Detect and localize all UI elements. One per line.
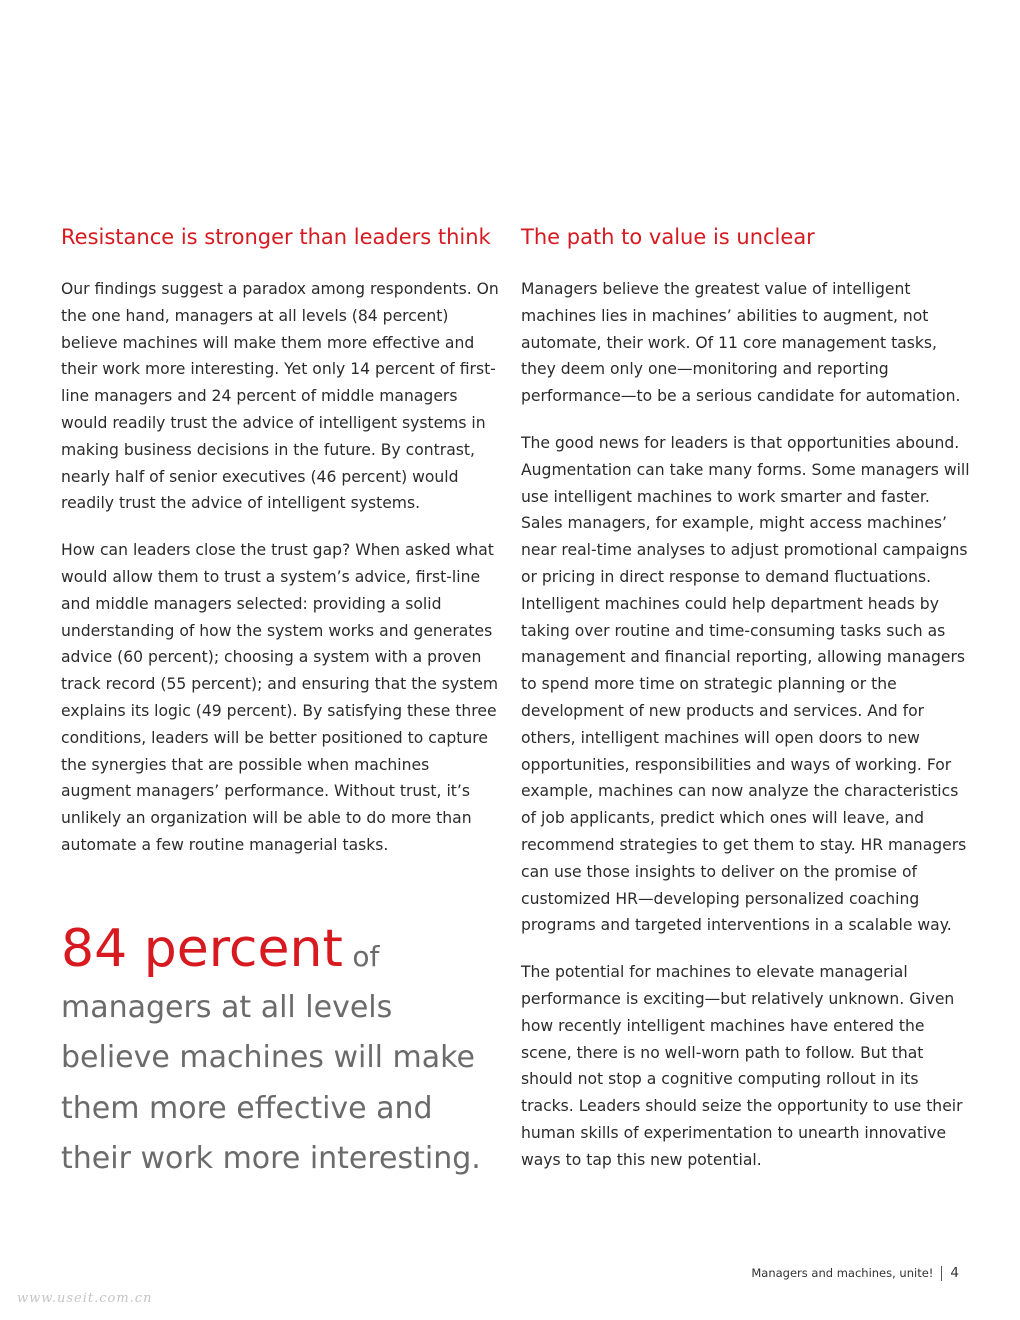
- page-footer: [751, 1265, 959, 1281]
- left-column: [61, 222, 501, 879]
- footer-title: Managers and machines, unite!: [751, 1266, 934, 1280]
- page-number: 4: [950, 1265, 959, 1281]
- watermark: www.useit.com.cn: [17, 1291, 153, 1306]
- paragraph: How can leaders close the trust gap? When asked what would allow them to trust a system’s advice, first-line and middle managers selected: providing a solid understanding of how the system works and generates advice (60 percent); choosing a system with a proven track record (55 percent); and ensuring that the system explains its logic (49 percent). By satisfying these three conditions, leaders will be better positioned to capture the synergies that are possible when machines augment managers’ performance. Without trust, it’s unlikely an organization will be able to do more than automate a few routine managerial tasks.: [61, 541, 499, 854]
- right-column: [521, 222, 971, 1194]
- pull-quote: [61, 917, 501, 1185]
- paragraph: The good news for leaders is that opportunities abound. Augmentation can take many forms. Some managers will use intelligent machines to work smarter and faster. Sales managers, for example, might access machines’ near real-time analyses to adjust promotional campaigns or pricing in direct response to demand fluctuations. Intelligent machines could help department heads by taking over routine and time-consuming tasks such as management and financial reporting, allowing managers to spend more time on strategic planning or the development of new products and services. And for others, intelligent machines will open doors to new opportunities, responsibilities and ways of working. For example, machines can now analyze the characteristics of job applicants, predict which ones will leave, and recommend strategies to get them to stay. HR managers can use those insights to deliver on the promise of customized HR—developing personalized coaching programs and targeted interventions in a scalable way.: [521, 433, 970, 935]
- paragraph: Managers believe the greatest value of intelligent machines lies in machines’ abilities to augment, not automate, their work. Of 11 core management tasks, they deem only one—monitoring and reporting performance—to be a serious candidate for automation.: [521, 280, 961, 406]
- footer-divider: [941, 1266, 942, 1281]
- section-heading-path-to-value: The path to value is unclear: [521, 225, 815, 249]
- pull-quote-text: managers at all levels believe machines will make them more effective and their work more interesting.: [61, 989, 481, 1176]
- pull-quote-highlight: 84 percent: [61, 919, 343, 979]
- paragraph: Our findings suggest a paradox among respondents. On the one hand, managers at all levels (84 percent) believe machines will make them more effective and their work more interesting. Yet only 14 percent of first-line managers and 24 percent of middle managers would readily trust the advice of intelligent systems in making business decisions in the future. By contrast, nearly half of senior executives (46 percent) would readily trust the advice of intelligent systems.: [61, 280, 499, 513]
- pull-quote-connector: of: [352, 940, 380, 973]
- paragraph: The potential for machines to elevate managerial performance is exciting—but relatively unknown. Given how recently intelligent machines have entered the scene, there is no well-worn path to follow. But that should not stop a cognitive computing rollout in its tracks. Leaders should seize the opportunity to use their human skills of experimentation to unearth innovative ways to tap this new potential.: [521, 963, 963, 1169]
- section-heading-resistance: Resistance is stronger than leaders think: [61, 225, 491, 249]
